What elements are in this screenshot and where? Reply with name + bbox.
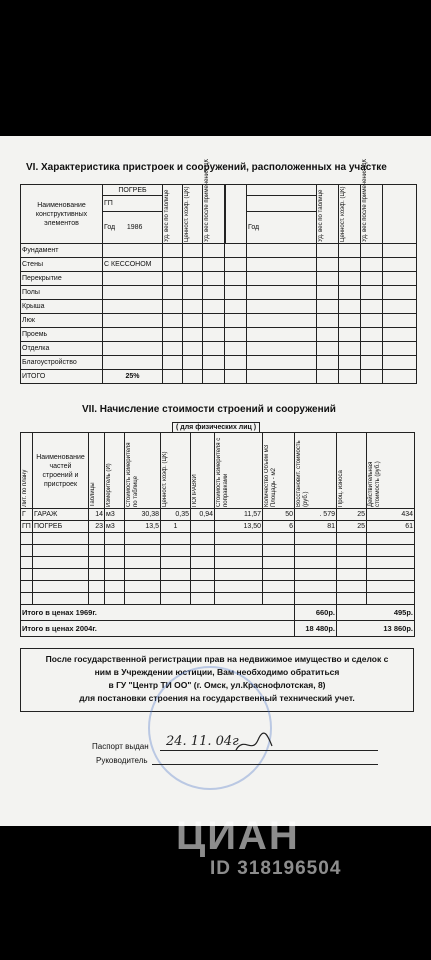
total-2004-value: 18 480р.	[295, 621, 337, 637]
total-2004-actual: 13 860р.	[337, 621, 415, 637]
head-line	[152, 764, 378, 765]
year-cell: Год 1986	[103, 212, 163, 244]
passport-handwritten: 24. 11. 04г	[166, 734, 239, 749]
h-unit: Измеритель (И)	[105, 433, 125, 509]
row-label: Проемь	[21, 328, 103, 342]
h-qty: Количество Объём м3 Площадь - м2	[263, 433, 295, 509]
row-label: Благоустройство	[21, 356, 103, 370]
total-1969-label: Итого в ценах 1969г.	[21, 605, 295, 621]
total-1969-value: 660р.	[295, 605, 337, 621]
signature-scribble	[234, 732, 274, 756]
row-label: Перекрытие	[21, 272, 103, 286]
row-label: Полы	[21, 286, 103, 300]
notice-line: ним в Учреждении юстиции, Вам необходимо обратиться	[94, 667, 340, 677]
h-coef: Ценност. коэф. (ЦК)	[161, 433, 191, 509]
passport-label: Паспорт выдан	[92, 742, 149, 751]
notice-line: для постановки строения на государственный технический учет.	[79, 693, 355, 703]
section7-table	[20, 432, 415, 637]
notice-line: После государственной регистрации прав на недвижимое имущество и сделок с	[45, 654, 389, 664]
section7-title: VII. Начисление стоимости строений и сооружений	[82, 404, 336, 415]
lit-label: ГП	[103, 196, 163, 212]
section6-title: VI. Характеристика пристроек и сооружений, расположенных на участке	[26, 162, 387, 173]
row-label: Крыша	[21, 300, 103, 314]
h-actual: Действительная стоимость (руб.)	[367, 433, 415, 509]
document-sheet	[0, 136, 431, 858]
h-wear: Проц. износа	[337, 433, 367, 509]
building-name: ПОГРЕБ	[103, 185, 163, 196]
watermark-brand: ЦИАН	[176, 814, 300, 858]
total-label: ИТОГО	[21, 370, 103, 384]
elements-header: Наименование конструктивных элементов	[21, 185, 103, 244]
official-stamp	[148, 666, 272, 790]
total-2004-label: Итого в ценах 2004г.	[21, 621, 295, 637]
row-label: Отделка	[21, 342, 103, 356]
year-cell-2: Год	[247, 212, 317, 244]
watermark-id: ID 318196504	[210, 858, 342, 879]
h-restore: Восстановит. стоимость (руб.)	[295, 433, 337, 509]
h-name: Наименование частей строений и пристроек	[33, 433, 89, 509]
row-label: Фундамент	[21, 244, 103, 258]
table-row: Г ГАРАЖ 14 м3 30,38 0,35 0,94 11,57 50 . 579 25 434	[21, 509, 415, 521]
vh5: Ценност. коэф. (ЦК)	[339, 185, 361, 244]
h-lit: Лит. по плану	[21, 433, 33, 509]
vh1: Уд. вес по таблице	[163, 185, 183, 244]
table-row: ГП ПОГРЕБ 23 м3 13,5 1 13,50 6 81 25 61	[21, 521, 415, 533]
h-unit-cost-corr: Стоимость измерителя с поправками	[215, 433, 263, 509]
row-label: Стены	[21, 258, 103, 272]
vh6: Уд. вес после применения ЦК	[361, 185, 383, 244]
row-label: Люк	[21, 314, 103, 328]
notice-line: в ГУ "Центр ТИ ОО" (г. Омск, ул.Краснофлотская, 8)	[108, 680, 326, 690]
vh2: Ценност. коэф. (ЦК)	[183, 185, 203, 244]
h-corr: ПОПРАВКИ	[191, 433, 215, 509]
head-label: Руководитель	[96, 756, 148, 765]
walls-value: С КЕССОНОМ	[103, 258, 163, 272]
h-unit-cost: Стоимость измерителя по таблице	[125, 433, 161, 509]
h-tables: Таблицы	[89, 433, 105, 509]
total-value: 25%	[103, 370, 163, 384]
total-1969-actual: 495р.	[337, 605, 415, 621]
vh3: Уд. вес после применения ЦК	[203, 185, 225, 244]
section7-subtitle: ( для физических лиц )	[172, 422, 260, 432]
vh4: Уд. вес по таблице	[317, 185, 339, 244]
